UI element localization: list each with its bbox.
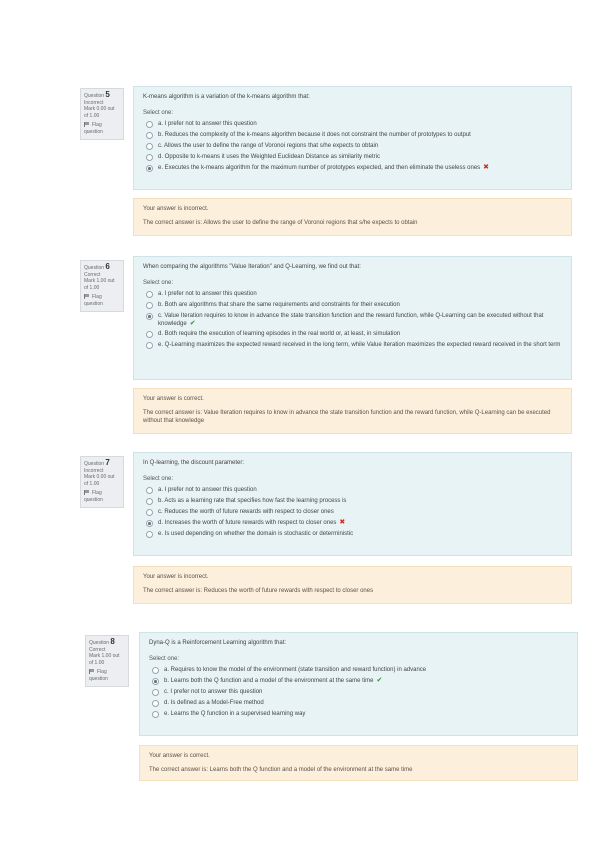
- radio-button-selected[interactable]: [146, 520, 153, 527]
- select-one-prompt: Select one:: [143, 476, 174, 482]
- question-content: [133, 256, 572, 380]
- question-text: When comparing the algorithms "Value Iteration" and Q-Learning, we find out that:: [143, 264, 361, 270]
- question-mark: Mark 1.00 out of 1.00: [89, 653, 120, 666]
- feedback-verdict: Your answer is correct.: [149, 753, 210, 759]
- radio-button[interactable]: [146, 531, 153, 538]
- answer-option-c[interactable]: c. Value Iteration requires to know in advance the state transition function and the reward function, while Q-Learning can be executed without that knowledge ✔: [143, 312, 562, 328]
- question-info: [80, 88, 124, 140]
- answer-option-c[interactable]: c. Reduces the worth of future rewards with respect to closer ones: [143, 508, 562, 517]
- radio-button-selected[interactable]: [152, 678, 159, 685]
- answer-option-e[interactable]: e. Learns the Q function in a supervised learning way: [149, 710, 568, 719]
- question-text: In Q-learning, the discount parameter:: [143, 460, 245, 466]
- radio-button[interactable]: [152, 689, 159, 696]
- answer-option-a[interactable]: a. I prefer not to answer this question: [143, 290, 562, 299]
- radio-button[interactable]: [152, 711, 159, 718]
- answer-option-e[interactable]: e. Q-Learning maximizes the expected reward received in the long term, while Value Iteration maximizes the expected reward received in the short term: [143, 341, 562, 350]
- correct-icon: ✔: [189, 320, 196, 327]
- answer-option-b[interactable]: b. Learns both the Q function and a model of the environment at the same time ✔: [149, 677, 568, 686]
- radio-button[interactable]: [146, 342, 153, 349]
- flag-icon: [84, 122, 90, 127]
- question-content: [133, 452, 572, 556]
- question-label: Question: [84, 93, 105, 99]
- answer-option-b[interactable]: b. Reduces the complexity of the k-means algorithm because it does not constraint the number of prototypes to output: [143, 131, 562, 140]
- answer-option-d[interactable]: d. Both require the execution of learning episodes in the real world or, at least, in simulation: [143, 330, 562, 339]
- question-state: Incorrect: [84, 99, 104, 106]
- question-text: Dyna-Q is a Reinforcement Learning algorithm that:: [149, 640, 287, 646]
- answer-option-d[interactable]: d. Opposite to k-means it uses the Weighted Euclidean Distance as similarity metric: [143, 153, 562, 162]
- answer-option-a[interactable]: a. I prefer not to answer this question: [143, 486, 562, 495]
- incorrect-icon: ✖: [339, 519, 346, 526]
- radio-button-selected[interactable]: [146, 313, 153, 320]
- flag-label: Flag question: [89, 669, 108, 682]
- feedback-verdict: Your answer is incorrect.: [143, 574, 209, 580]
- flag-label: Flag question: [84, 294, 103, 307]
- radio-button[interactable]: [146, 302, 153, 309]
- flag-question-link[interactable]: [84, 490, 120, 503]
- radio-button[interactable]: [146, 121, 153, 128]
- correct-answer-text: The correct answer is: Learns both the Q function and a model of the environment at the same time: [149, 767, 413, 773]
- question-label: Question: [84, 461, 105, 467]
- radio-button[interactable]: [146, 154, 153, 161]
- feedback-box: [133, 388, 572, 434]
- select-one-prompt: Select one:: [149, 656, 180, 662]
- question-info: [80, 456, 124, 508]
- radio-button[interactable]: [146, 331, 153, 338]
- question-info: [85, 635, 129, 687]
- radio-button[interactable]: [152, 667, 159, 674]
- radio-button[interactable]: [146, 487, 153, 494]
- feedback-box: [133, 198, 572, 236]
- answer-option-b[interactable]: b. Both are algorithms that share the same requirements and constraints for their execution: [143, 301, 562, 310]
- feedback-verdict: Your answer is correct.: [143, 396, 204, 402]
- flag-question-link[interactable]: [84, 122, 120, 135]
- question-state: Correct: [89, 646, 106, 653]
- question-mark: Mark 1.00 out of 1.00: [84, 278, 115, 291]
- question-number: 7: [105, 458, 110, 467]
- question-content: [139, 632, 578, 736]
- incorrect-icon: ✖: [483, 164, 490, 171]
- answer-option-e[interactable]: e. Is used depending on whether the domain is stochastic or deterministic: [143, 530, 562, 539]
- question-mark: Mark 0.00 out of 1.00: [84, 474, 115, 487]
- question-mark: Mark 0.00 out of 1.00: [84, 106, 115, 119]
- question-label: Question: [89, 640, 110, 646]
- question-text: K-means algorithm is a variation of the k-means algorithm that:: [143, 94, 310, 100]
- radio-button[interactable]: [152, 700, 159, 707]
- radio-button[interactable]: [146, 509, 153, 516]
- answer-option-a[interactable]: a. Requires to know the model of the environment (state transition and reward function) in advance: [149, 666, 568, 675]
- flag-label: Flag question: [84, 122, 103, 135]
- answer-option-a[interactable]: a. I prefer not to answer this question: [143, 120, 562, 129]
- answer-option-c[interactable]: c. Allows the user to define the range of Voronoi regions that s/he expects to obtain: [143, 142, 562, 151]
- flag-label: Flag question: [84, 490, 103, 503]
- flag-icon: [84, 294, 90, 299]
- flag-question-link[interactable]: [89, 669, 125, 682]
- answer-option-e[interactable]: e. Executes the k-means algorithm for the maximum number of prototypes expected, and then eliminate the useless ones ✖: [143, 164, 562, 173]
- correct-icon: ✔: [376, 677, 383, 684]
- answer-option-d[interactable]: d. Is defined as a Model-Free method: [149, 699, 568, 708]
- flag-icon: [89, 669, 95, 674]
- question-number: 5: [105, 90, 110, 99]
- flag-icon: [84, 490, 90, 495]
- radio-button-selected[interactable]: [146, 165, 153, 172]
- feedback-verdict: Your answer is incorrect.: [143, 206, 209, 212]
- correct-answer-text: The correct answer is: Reduces the worth of future rewards with respect to closer ones: [143, 588, 374, 594]
- select-one-prompt: Select one:: [143, 280, 174, 286]
- flag-question-link[interactable]: [84, 294, 120, 307]
- radio-button[interactable]: [146, 291, 153, 298]
- answer-option-c[interactable]: c. I prefer not to answer this question: [149, 688, 568, 697]
- answer-option-b[interactable]: b. Acts as a learning rate that specifies how fast the learning process is: [143, 497, 562, 506]
- question-number: 8: [110, 637, 115, 646]
- radio-button[interactable]: [146, 143, 153, 150]
- question-content: [133, 86, 572, 190]
- question-state: Incorrect: [84, 467, 104, 474]
- radio-button[interactable]: [146, 132, 153, 139]
- correct-answer-text: The correct answer is: Value Iteration requires to know in advance the state transition function and the reward function, while Q-Learning can be executed without that knowledge: [143, 410, 551, 424]
- select-one-prompt: Select one:: [143, 110, 174, 116]
- answer-option-d[interactable]: d. Increases the worth of future rewards with respect to closer ones ✖: [143, 519, 562, 528]
- feedback-box: [133, 566, 572, 604]
- correct-answer-text: The correct answer is: Allows the user to define the range of Voronoi regions that s/he expects to obtain: [143, 220, 418, 226]
- question-number: 6: [105, 262, 110, 271]
- feedback-box: [139, 745, 578, 781]
- question-info: [80, 260, 124, 312]
- radio-button[interactable]: [146, 498, 153, 505]
- question-state: Correct: [84, 271, 101, 278]
- question-label: Question: [84, 265, 105, 271]
